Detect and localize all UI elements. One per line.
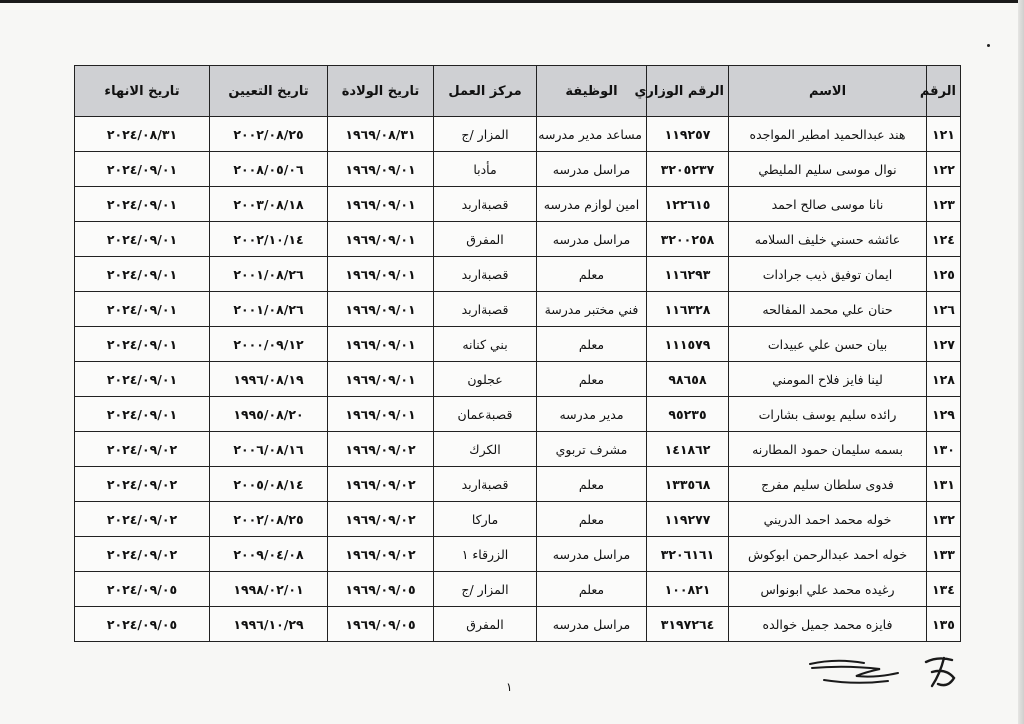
cell-birth-date: ١٩٦٩/٠٨/٣١ [328,117,434,152]
table-row [75,467,961,502]
cell-appointment-date: ١٩٩٦/١٠/٢٩ [210,607,328,642]
table-row [75,397,961,432]
cell-end-date: ٢٠٢٤/٠٩/٠١ [75,187,210,222]
cell-end-date: ٢٠٢٤/٠٩/٠١ [75,292,210,327]
header-work-center: مركز العمل [434,66,537,117]
cell-work-center: المفرق [434,222,537,257]
cell-job: معلم [537,572,647,607]
cell-appointment-date: ٢٠٠٦/٠٨/١٦ [210,432,328,467]
cell-no: ١٣٣ [927,537,961,572]
cell-no: ١٣٤ [927,572,961,607]
signature-scribble-left [806,652,906,688]
cell-appointment-date: ٢٠٠٩/٠٤/٠٨ [210,537,328,572]
cell-work-center: المفرق [434,607,537,642]
cell-work-center: قصبةاربد [434,257,537,292]
cell-name: بيان حسن علي عبيدات [729,327,927,362]
header-row [75,66,961,117]
cell-no: ١٢٧ [927,327,961,362]
cell-birth-date: ١٩٦٩/٠٩/٠١ [328,152,434,187]
cell-ministry-no: ١٠٠٨٢١ [647,572,729,607]
cell-job: مراسل مدرسه [537,607,647,642]
table-row [75,572,961,607]
cell-ministry-no: ٩٨٦٥٨ [647,362,729,397]
cell-ministry-no: ١٣٣٥٦٨ [647,467,729,502]
cell-birth-date: ١٩٦٩/٠٩/٠٢ [328,432,434,467]
cell-name: خوله احمد عبدالرحمن ابوكوش [729,537,927,572]
cell-job: امين لوازم مدرسه [537,187,647,222]
cell-appointment-date: ١٩٩٥/٠٨/٢٠ [210,397,328,432]
cell-job: مراسل مدرسه [537,537,647,572]
table-row [75,257,961,292]
cell-ministry-no: ٣٢٠٦١٦١ [647,537,729,572]
cell-end-date: ٢٠٢٤/٠٩/٠٥ [75,572,210,607]
cell-birth-date: ١٩٦٩/٠٩/٠١ [328,222,434,257]
cell-end-date: ٢٠٢٤/٠٩/٠١ [75,397,210,432]
cell-appointment-date: ٢٠٠٢/١٠/١٤ [210,222,328,257]
cell-name: فايزه محمد جميل خوالده [729,607,927,642]
cell-name: رغيده محمد علي ابونواس [729,572,927,607]
cell-name: فدوى سلطان سليم مفرج [729,467,927,502]
cell-appointment-date: ٢٠٠٥/٠٨/١٤ [210,467,328,502]
cell-job: فني مختبر مدرسة [537,292,647,327]
cell-birth-date: ١٩٦٩/٠٩/٠١ [328,257,434,292]
cell-name: نانا موسى صالح احمد [729,187,927,222]
cell-end-date: ٢٠٢٤/٠٩/٠١ [75,222,210,257]
cell-name: عائشه حسني خليف السلامه [729,222,927,257]
cell-ministry-no: ٣١٩٧٢٦٤ [647,607,729,642]
cell-name: هند عبدالحميد امطير المواجده [729,117,927,152]
cell-work-center: الكرك [434,432,537,467]
table-row [75,502,961,537]
cell-name: نوال موسى سليم المليطي [729,152,927,187]
table-row [75,607,961,642]
cell-birth-date: ١٩٦٩/٠٩/٠١ [328,327,434,362]
cell-work-center: المزار /ج [434,572,537,607]
cell-ministry-no: ٣٢٠٠٢٥٨ [647,222,729,257]
cell-work-center: قصبةاربد [434,187,537,222]
cell-ministry-no: ٩٥٢٣٥ [647,397,729,432]
cell-birth-date: ١٩٦٩/٠٩/٠١ [328,292,434,327]
cell-job: مراسل مدرسه [537,222,647,257]
cell-work-center: عجلون [434,362,537,397]
cell-birth-date: ١٩٦٩/٠٩/٠٥ [328,607,434,642]
header-ministry-no: الرقم الوزاري [647,66,729,117]
cell-ministry-no: ١١٩٢٥٧ [647,117,729,152]
cell-no: ١٣٢ [927,502,961,537]
table-row [75,152,961,187]
page-right-edge [1018,0,1024,724]
cell-appointment-date: ٢٠٠٢/٠٨/٢٥ [210,502,328,537]
cell-ministry-no: ١٢٢٦١٥ [647,187,729,222]
cell-birth-date: ١٩٦٩/٠٩/٠٢ [328,467,434,502]
cell-name: رائده سليم يوسف بشارات [729,397,927,432]
cell-no: ١٢٤ [927,222,961,257]
cell-ministry-no: ٣٢٠٥٢٣٧ [647,152,729,187]
cell-name: حنان علي محمد المفالحه [729,292,927,327]
header-no: الرقم [927,66,961,117]
cell-no: ١٢٢ [927,152,961,187]
cell-end-date: ٢٠٢٤/٠٩/٠٢ [75,432,210,467]
table-row [75,327,961,362]
cell-end-date: ٢٠٢٤/٠٨/٣١ [75,117,210,152]
cell-name: بسمه سليمان حمود المطارنه [729,432,927,467]
cell-birth-date: ١٩٦٩/٠٩/٠١ [328,397,434,432]
cell-no: ١٢٦ [927,292,961,327]
cell-job: مساعد مدير مدرسه [537,117,647,152]
signature-scribble-right [918,648,964,694]
cell-no: ١٣١ [927,467,961,502]
cell-work-center: المزار /ج [434,117,537,152]
cell-job: معلم [537,327,647,362]
header-birth-date: تاريخ الولادة [328,66,434,117]
table-row [75,187,961,222]
table-row [75,362,961,397]
cell-end-date: ٢٠٢٤/٠٩/٠١ [75,152,210,187]
cell-appointment-date: ٢٠٠٢/٠٨/٢٥ [210,117,328,152]
cell-work-center: قصبةاربد [434,467,537,502]
cell-work-center: قصبةاربد [434,292,537,327]
cell-end-date: ٢٠٢٤/٠٩/٠١ [75,327,210,362]
cell-no: ١٣٥ [927,607,961,642]
cell-appointment-date: ٢٠٠١/٠٨/٢٦ [210,257,328,292]
cell-end-date: ٢٠٢٤/٠٩/٠٢ [75,467,210,502]
cell-appointment-date: ٢٠٠٨/٠٥/٠٦ [210,152,328,187]
header-end-date: تاريخ الانهاء [75,66,210,117]
retirement-roster-table [74,65,961,642]
table-row [75,222,961,257]
header-name: الاسم [729,66,927,117]
cell-no: ١٢٥ [927,257,961,292]
cell-birth-date: ١٩٦٩/٠٩/٠١ [328,187,434,222]
cell-name: خوله محمد احمد الدريني [729,502,927,537]
cell-no: ١٣٠ [927,432,961,467]
cell-birth-date: ١٩٦٩/٠٩/٠١ [328,362,434,397]
cell-job: معلم [537,502,647,537]
cell-work-center: قصبةعمان [434,397,537,432]
cell-no: ١٢٣ [927,187,961,222]
cell-job: مراسل مدرسه [537,152,647,187]
cell-no: ١٢٩ [927,397,961,432]
cell-ministry-no: ١١٩٢٧٧ [647,502,729,537]
table-row [75,117,961,152]
cell-appointment-date: ٢٠٠٣/٠٨/١٨ [210,187,328,222]
scan-speck [987,44,990,47]
cell-name: لينا فايز فلاح المومني [729,362,927,397]
header-job: الوظيفة [537,66,647,117]
header-appointment-date: تاريخ التعيين [210,66,328,117]
cell-job: مدير مدرسه [537,397,647,432]
cell-name: ايمان توفيق ذيب جرادات [729,257,927,292]
cell-birth-date: ١٩٦٩/٠٩/٠٥ [328,572,434,607]
cell-appointment-date: ١٩٩٨/٠٢/٠١ [210,572,328,607]
cell-end-date: ٢٠٢٤/٠٩/٠٥ [75,607,210,642]
cell-appointment-date: ٢٠٠١/٠٨/٢٦ [210,292,328,327]
top-edge-rule [0,0,1024,3]
cell-work-center: الزرقاء ١ [434,537,537,572]
cell-job: معلم [537,362,647,397]
cell-job: معلم [537,257,647,292]
cell-appointment-date: ٢٠٠٠/٠٩/١٢ [210,327,328,362]
cell-job: معلم [537,467,647,502]
cell-ministry-no: ١٤١٨٦٢ [647,432,729,467]
cell-ministry-no: ١١١٥٧٩ [647,327,729,362]
table-row [75,292,961,327]
table-row [75,432,961,467]
cell-end-date: ٢٠٢٤/٠٩/٠١ [75,362,210,397]
cell-work-center: بني كنانه [434,327,537,362]
cell-no: ١٢١ [927,117,961,152]
table-row [75,537,961,572]
cell-appointment-date: ١٩٩٦/٠٨/١٩ [210,362,328,397]
cell-no: ١٢٨ [927,362,961,397]
cell-work-center: مأدبا [434,152,537,187]
cell-end-date: ٢٠٢٤/٠٩/٠٢ [75,502,210,537]
cell-end-date: ٢٠٢٤/٠٩/٠١ [75,257,210,292]
page-number: ١ [506,680,513,694]
cell-birth-date: ١٩٦٩/٠٩/٠٢ [328,502,434,537]
cell-job: مشرف تربوي [537,432,647,467]
cell-work-center: ماركا [434,502,537,537]
cell-end-date: ٢٠٢٤/٠٩/٠٢ [75,537,210,572]
cell-ministry-no: ١١٦٢٩٣ [647,257,729,292]
cell-birth-date: ١٩٦٩/٠٩/٠٢ [328,537,434,572]
table-body [75,117,961,642]
cell-ministry-no: ١١٦٣٢٨ [647,292,729,327]
